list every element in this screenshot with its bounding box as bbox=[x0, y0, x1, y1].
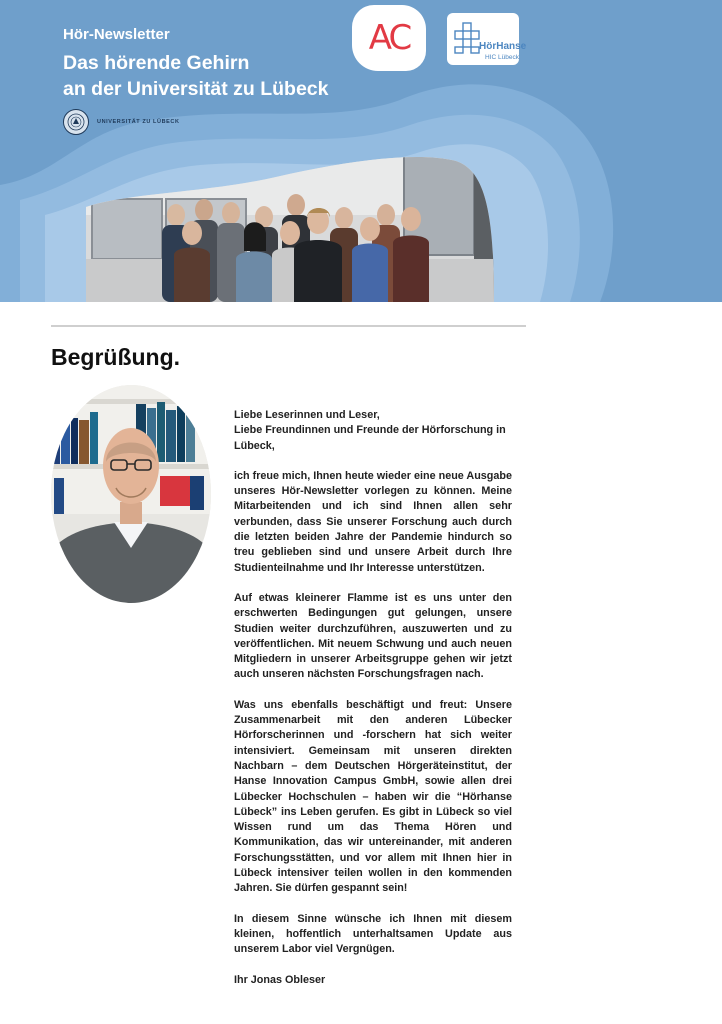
title-line-1: Das hörende Gehirn bbox=[63, 52, 250, 74]
hoerhanse-name: HörHanse bbox=[479, 41, 527, 52]
hoerhanse-subtitle: HIC Lübeck bbox=[485, 54, 519, 61]
letter-paragraph: Auf etwas kleinerer Flamme ist es uns unter den erschwerten Bedingungen gut gelungen, unsere Studien weiter durchzuführen, auszuwerten und zu veröffentlichen. Mit neuem Schwung und auch neuen Mitgliedern in unserer Arbeitsgruppe gehen wir jetzt auch unseren nächsten Forschungsfragen nach. bbox=[234, 591, 512, 681]
university-logo bbox=[63, 109, 180, 135]
team-group-photo bbox=[86, 155, 494, 302]
welcome-letter bbox=[234, 408, 512, 988]
salutation-line-1: Liebe Leserinnen und Leser, bbox=[234, 409, 380, 421]
letter-paragraph: In diesem Sinne wünsche ich Ihnen mit diesem kleinen, hoffentlich unterhaltsamen Update aus unserem Labor viel Vergnügen. bbox=[234, 912, 512, 956]
ac-brain-logo bbox=[352, 5, 426, 71]
newsletter-kicker: Hör-Newsletter bbox=[63, 26, 170, 43]
section-divider bbox=[51, 325, 526, 327]
ac-logo-text: AC bbox=[368, 18, 410, 58]
letter-signature: Ihr Jonas Obleser bbox=[234, 973, 326, 986]
newsletter-title bbox=[63, 50, 329, 102]
hoerhanse-logo bbox=[447, 13, 527, 65]
title-line-2: an der Universität zu Lübeck bbox=[63, 78, 329, 100]
letter-paragraph: ich freue mich, Ihnen heute wieder eine neue Ausgabe unseres Hör-Newsletter vorlegen zu können. Meine Mitarbeitenden und ich sind Ihnen allen sehr verbunden, dass Sie unserer Forschung auch durch die letzten beiden Jahre der Pandemie hindurch so treu geblieben sind und unsere Arbeit durch Ihre Studienteilnahme und Ihr Interesse unterstützen. bbox=[234, 469, 512, 574]
salutation-line-2: Liebe Freundinnen und Freunde der Hörforschung in Lübeck, bbox=[234, 424, 506, 452]
letter-paragraph: Was uns ebenfalls beschäftigt und freut: Unsere Zusammenarbeit mit den anderen Lübecker Hörforscherinnen und -forschern hat sich weiter intensiviert. Gemeinsam mit unseren direkten Nachbarn – dem Deutschen Hörgeräteinstitut, der Hanse Innovation Campus GmbH, sowie allen drei Lübecker Hochschulen – haben wir die “Hörhanse Lübeck” ins Leben gerufen. Es gibt in Lübeck so viel Wissen rund um das Thema Hören und Kommunikation, das wir untereinander, mit anderen Forschungsstätten, und vor allem mit Ihnen hier in Lübeck intensiver teilen wollen in den kommenden Jahren. Sie dürfen gespannt sein! bbox=[234, 698, 512, 895]
section-title: Begrüßung. bbox=[51, 344, 181, 370]
university-name: UNIVERSITÄT ZU LÜBECK bbox=[97, 119, 180, 125]
salutation bbox=[234, 408, 512, 454]
newsletter-header bbox=[0, 0, 722, 302]
author-portrait bbox=[50, 384, 212, 604]
university-seal-icon bbox=[63, 109, 89, 135]
